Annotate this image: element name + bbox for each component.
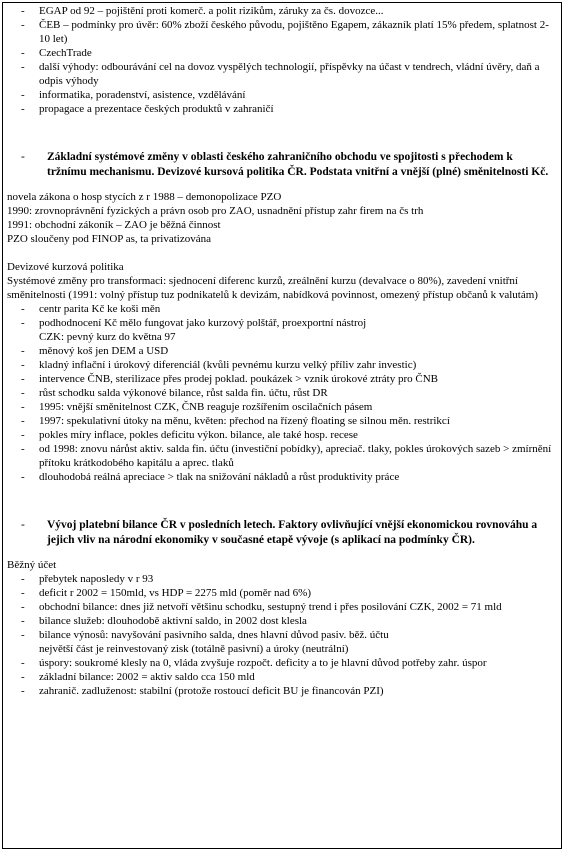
intro-paragraph: Systémové změny pro transformaci: sjednocení diferenc kurzů, zreálnění kurzu (devalvace o 80%), zavedení vnitřní směnitelnosti (1991: volný přístup tuz podnikatelů k devizám, nabídková povinnost, omezený přístup občanů k valutám): [7, 275, 538, 301]
section-title: Běžný účet: [7, 559, 57, 571]
section-title: Devizové kurzová politika: [7, 261, 124, 273]
section-heading-1: - Základní systémové změny v oblasti českého zahraničního obchodu ve spojitosti s přechodem k tržnímu mechanismu. Devizové kursová politika ČR. Podstata vnitřní a vnější (plné) směnitelnosti Kč.: [21, 151, 549, 178]
list-item: - informatika, poradenství, asistence, vzdělávání: [21, 89, 246, 101]
list-item: - centr parita Kč ke koši měn: [21, 303, 161, 315]
list-item: - ČEB – podmínky pro úvěr: 60% zboží českého původu, pojištěno Egapem, zákazník platí 15% předem, splatnost 2-10 let): [21, 19, 549, 45]
document-page: [2, 2, 562, 849]
list-item: - kladný inflační i úrokový diferenciál (kvůli pevnému kurzu velký příliv zahr investic): [21, 359, 417, 371]
devizova-section: [3, 260, 561, 484]
list-item: - bilance služeb: dlouhodobě aktivní saldo, in 2002 dost klesla: [21, 615, 307, 627]
list-item: - od 1998: znovu nárůst aktiv. salda fin. účtu (investiční pobídky), apreciač. tlaky, pokles úrokových sazeb > zmírnění přítoku krátkodobého kapitálu a aprec. tlaků: [21, 443, 552, 469]
list-item: - růst schodku salda výkonové bilance, růst salda fin. účtu, růst DR: [21, 387, 328, 399]
text-line: 1991: obchodní zákoník – ZAO je běžná činnost: [7, 219, 221, 231]
list-item: - propagace a prezentace českých produktů v zahraničí: [21, 103, 274, 115]
list-item: - podhodnocení Kč mělo fungovat jako kurzový polštář, proexportní nástroj CZK: pevný kurz do května 97: [21, 317, 367, 343]
section-top-list: [3, 3, 561, 116]
list-item: - CzechTrade: [21, 47, 92, 59]
list-item: - pokles míry inflace, pokles deficitu výkon. bilance, ale také hosp. recese: [21, 429, 358, 441]
list-item: - 1995: vnější směnitelnost CZK, ČNB reaguje rozšířením oscilačních pásem: [21, 401, 373, 413]
section-heading-2: - Vývoj platební bilance ČR v posledních letech. Faktory ovlivňující vnější ekonomickou rovnováhu a jejich vliv na národní ekonomiky v současné etapě vývoje (s aplikací na podmínky ČR).: [21, 519, 538, 546]
list-item: - bilance výnosů: navyšování pasivního salda, dnes hlavní důvod pasiv. běž. účtu největší část je reinvestovaný zisk (totálně pasivní) a úroky (neutrální): [21, 629, 389, 655]
list-item: - intervence ČNB, sterilizace přes prodej poklad. poukázek > vznik úrokové ztráty pro ČNB: [21, 373, 439, 385]
text-line: 1990: zrovnoprávnění fyzických a právn osob pro ZAO, usnadnění přístup zahr firem na čs trh: [7, 205, 424, 217]
list-item: - EGAP od 92 – pojištění proti komerč. a polit rizikům, záruky za čs. dovozce...: [21, 5, 384, 17]
list-item: - přebytek naposledy v r 93: [21, 573, 154, 585]
list-item: - základní bilance: 2002 = aktiv saldo cca 150 mld: [21, 671, 255, 683]
list-item: - zahranič. zadluženost: stabilní (protože rostoucí deficit BU je financován PZI): [21, 685, 384, 697]
history-paragraph: [3, 190, 561, 246]
bezny-ucet-section: [3, 558, 561, 698]
list-item: - dlouhodobá reálná apreciace > tlak na snižování nákladů a růst produktivity práce: [21, 471, 400, 483]
list-item: - 1997: spekulativní útoky na měnu, květen: přechod na řízený floating se silnou měn. restrikcí: [21, 415, 450, 427]
list-item: - deficit r 2002 = 150mld, vs HDP = 2275 mld (poměr nad 6%): [21, 587, 311, 599]
text-line: PZO sloučeny pod FINOP as, ta privatizována: [7, 233, 211, 245]
list-item: - obchodní bilance: dnes již netvoří většinu schodku, sestupný trend i přes posilování CZK, 2002 = 71 mld: [21, 601, 502, 613]
list-item: - další výhody: odbourávání cel na dovoz vyspělých technologií, příspěvky na účast v tendrech, vládní úvěry, daň a odpis výhody: [21, 61, 540, 87]
text-line: novela zákona o hosp stycích z r 1988 – demonopolizace PZO: [7, 191, 282, 203]
list-item: - měnový koš jen DEM a USD: [21, 345, 169, 357]
list-item: - úspory: soukromé klesly na 0, vláda zvyšuje rozpočt. deficity a to je hlavní důvod potřeby zahr. úspor: [21, 657, 487, 669]
